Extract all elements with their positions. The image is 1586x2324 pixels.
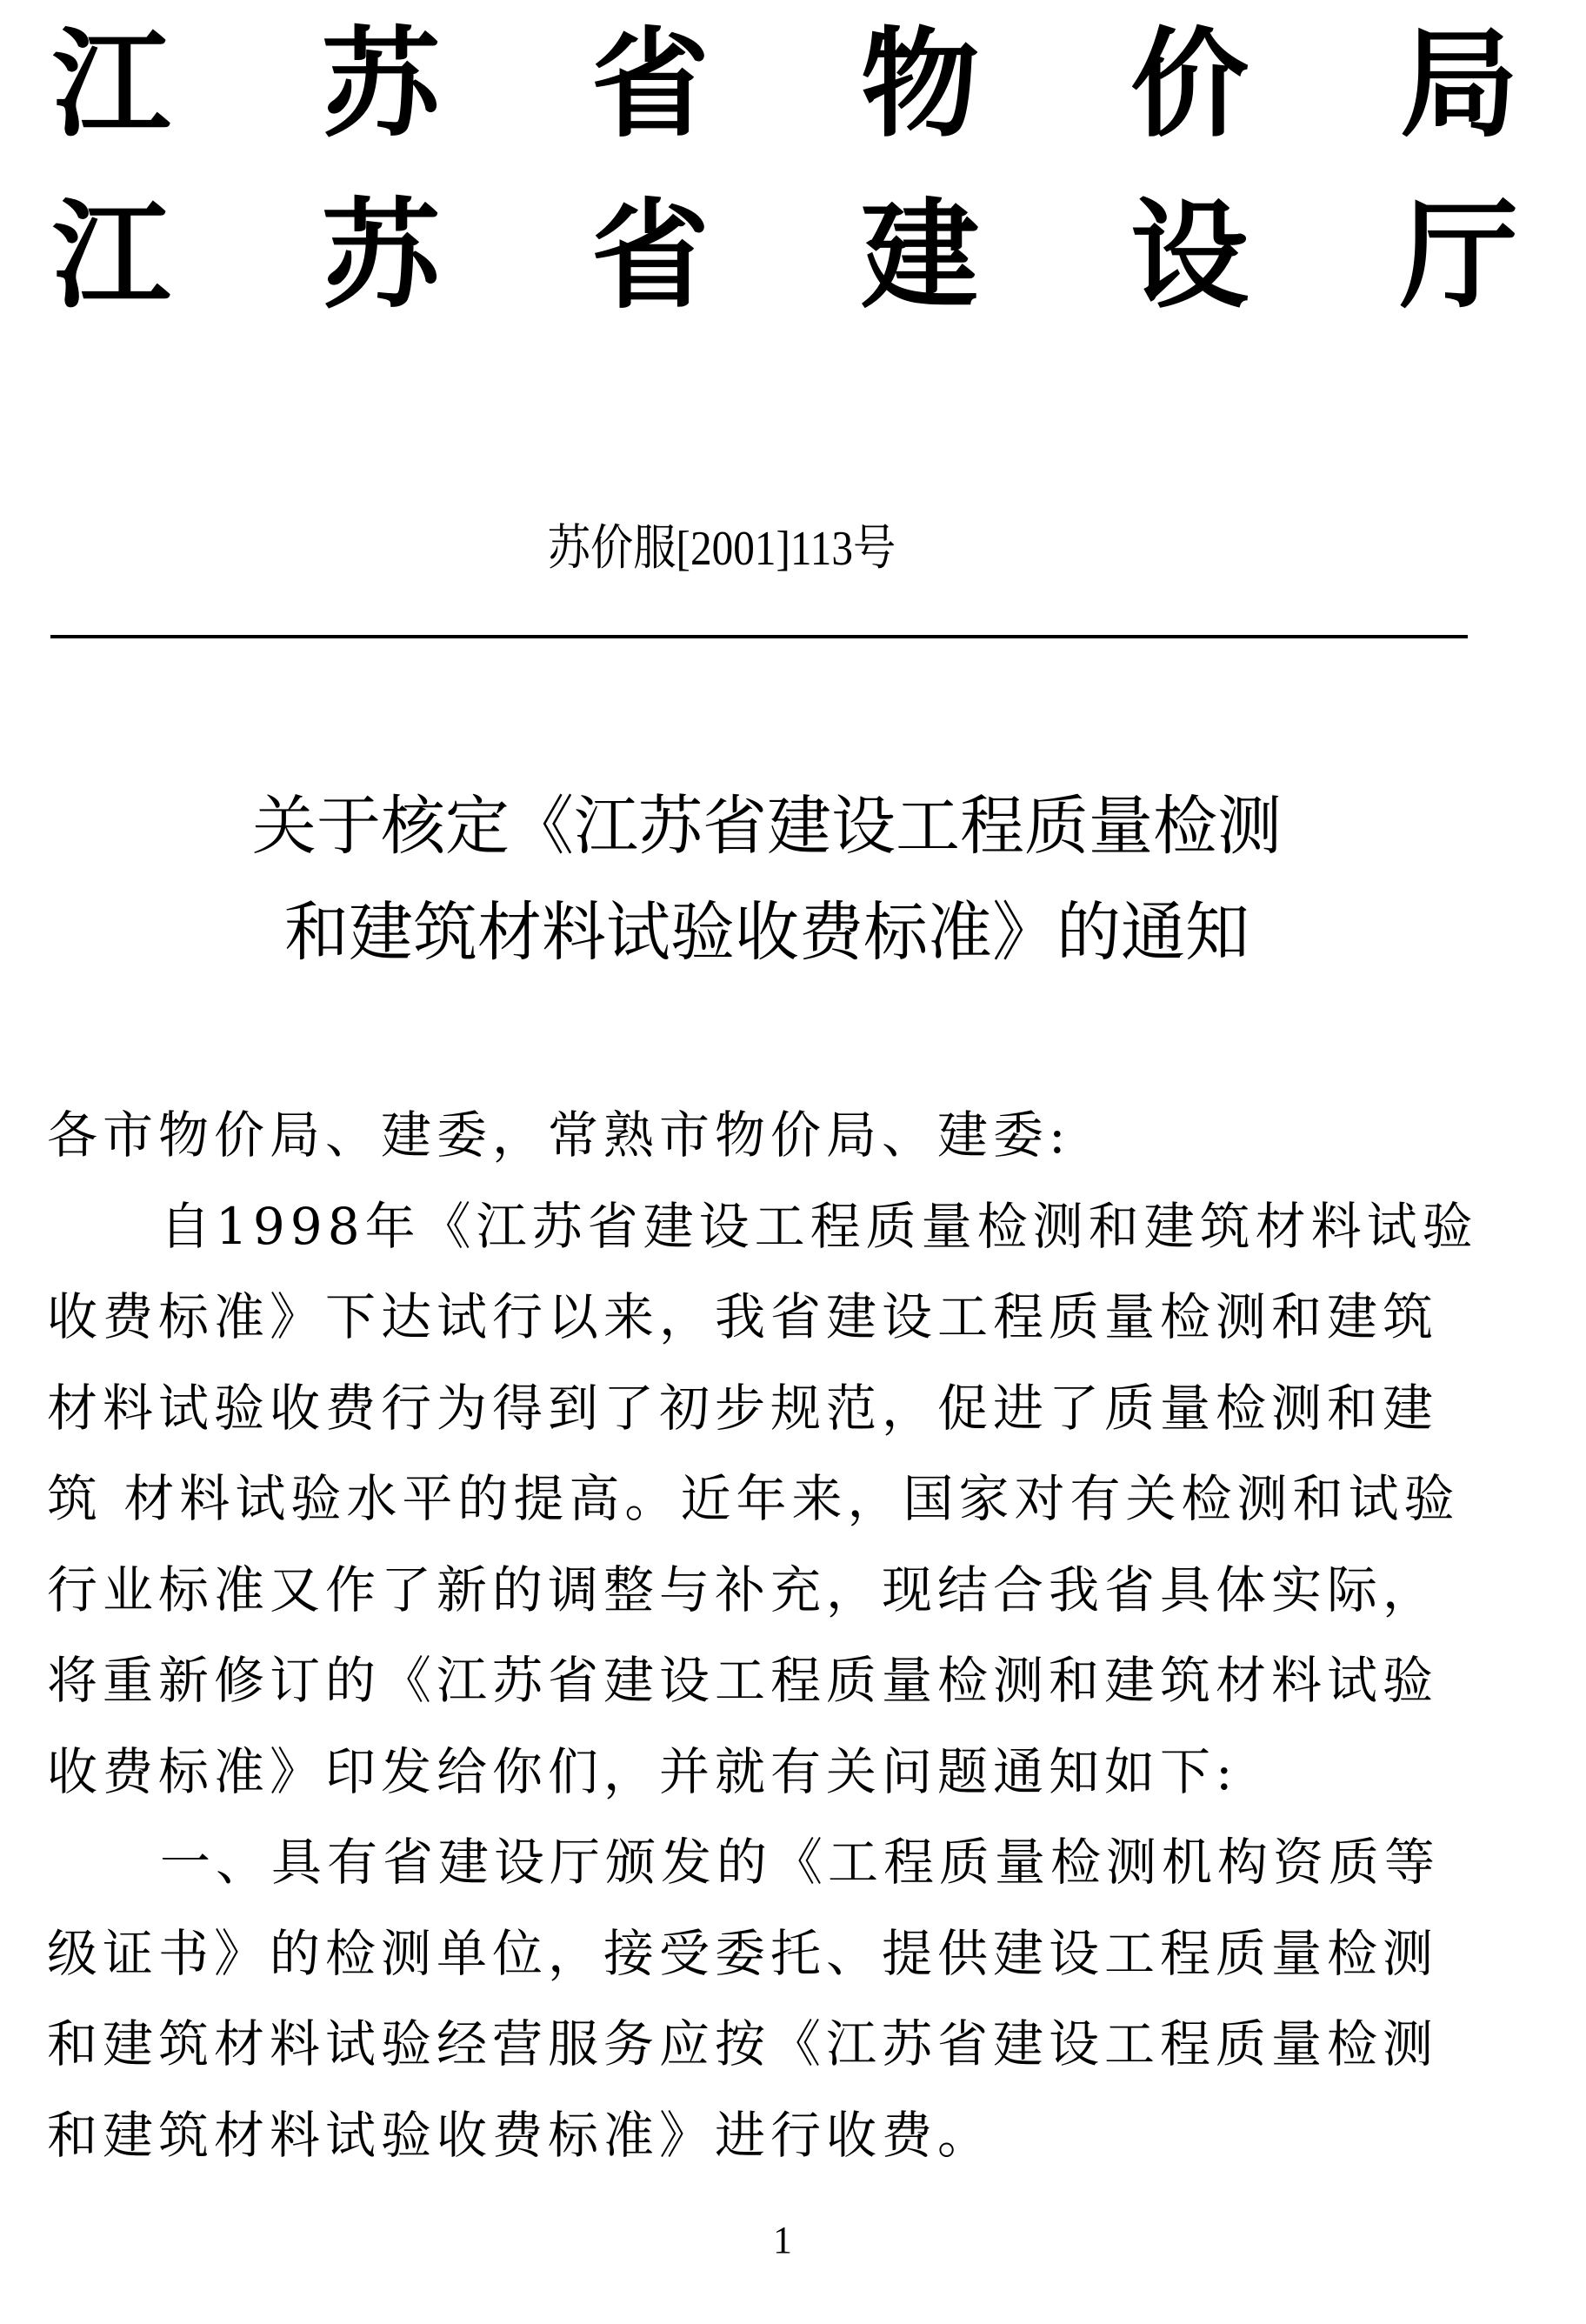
body-line: 收费标准》下达试行以来，我省建设工程质量检测和建筑 <box>47 1287 1439 1346</box>
header-char: 价 <box>1130 17 1249 154</box>
document-title-line-1: 关于核定《江苏省建设工程质量检测 <box>252 789 1282 864</box>
document-number: 苏价服[2001]113号 <box>547 522 896 576</box>
salutation: 各市物价局、建委，常熟市物价局、建委: <box>47 1105 1071 1165</box>
body-line: 将重新修订的《江苏省建设工程质量检测和建筑材料试验 <box>47 1651 1439 1710</box>
header-char: 省 <box>591 17 710 154</box>
issuer-price-bureau <box>50 17 1520 154</box>
body-line: 材料试验收费行为得到了初步规范，促进了质量检测和建 <box>47 1378 1439 1438</box>
header-char: 苏 <box>322 188 440 325</box>
body-line: 和建筑材料试验经营服务应按《江苏省建设工程质量检测 <box>47 2014 1439 2074</box>
header-char: 物 <box>861 17 979 154</box>
body-line: 自1998年《江苏省建设工程质量检测和建筑材料试验 <box>160 1196 1478 1256</box>
header-char: 厅 <box>1400 188 1518 325</box>
header-divider <box>50 635 1468 638</box>
header-char: 苏 <box>322 17 440 154</box>
body-line: 和建筑材料试验收费标准》进行收费。 <box>47 2105 994 2165</box>
body-line: 一、具有省建设厅颁发的《工程质量检测机构资质等 <box>160 1833 1441 1892</box>
header-char: 江 <box>52 188 170 325</box>
document-title-line-2: 和建筑材料试验收费标准》的通知 <box>284 895 1249 970</box>
page-number: 1 <box>773 2219 792 2261</box>
body-line: 筑 材料试验水平的提高。近年来，国家对有关检测和试验 <box>47 1469 1460 1528</box>
header-char: 建 <box>861 188 979 325</box>
header-char: 省 <box>591 188 710 325</box>
document-body <box>47 1098 1525 2188</box>
header-char: 局 <box>1400 17 1518 154</box>
issuer-construction-department <box>50 188 1520 325</box>
body-line: 行业标准又作了新的调整与补充，现结合我省具体实际， <box>47 1559 1439 1619</box>
body-line: 收费标准》印发给你们，并就有关问题通知如下: <box>47 1741 1238 1801</box>
header-char: 设 <box>1130 188 1249 325</box>
header-char: 江 <box>52 17 170 154</box>
body-line: 级证书》的检测单位，接受委托、提供建设工程质量检测 <box>47 1923 1439 1983</box>
